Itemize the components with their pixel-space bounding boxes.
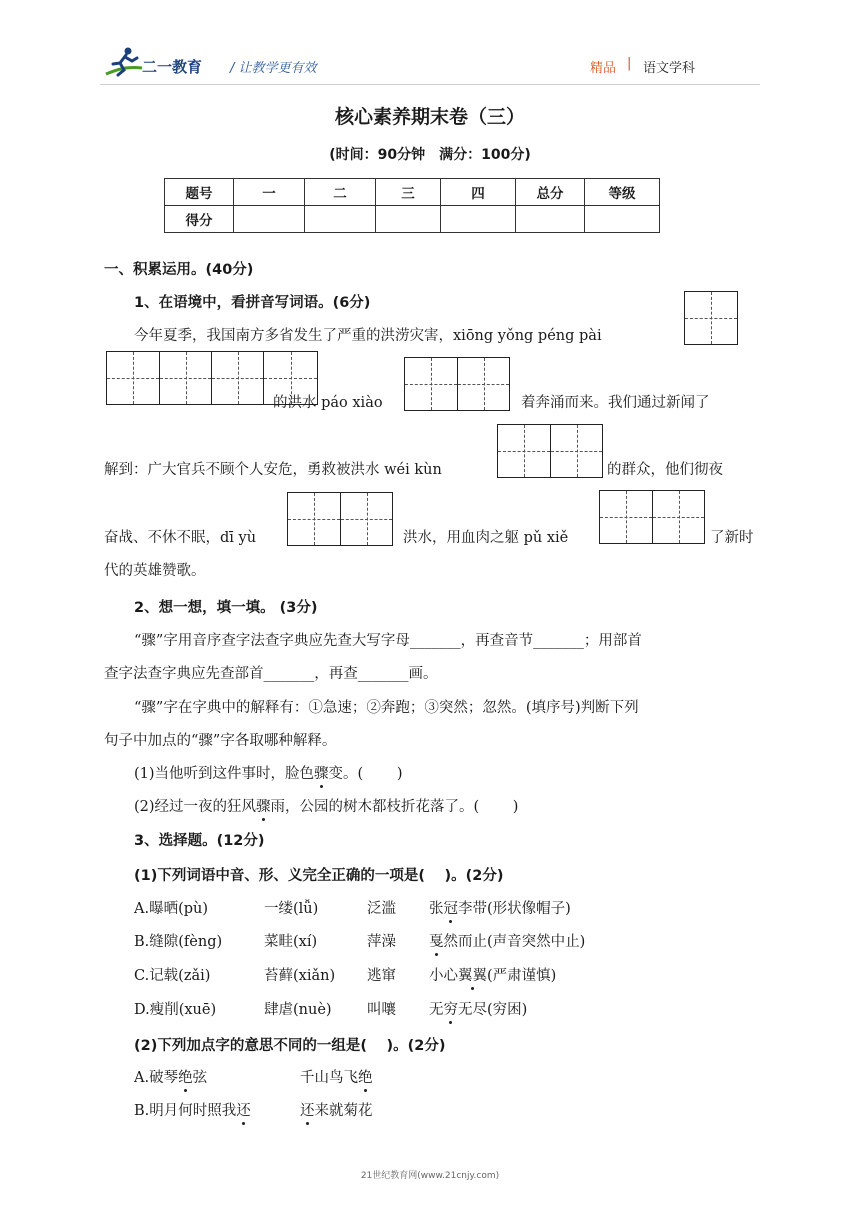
q1-line3a: 解到：广大官兵不顾个人安危，勇救被洪水 wéi kùn — [104, 462, 442, 478]
q3-optC-w3: 逃窜 — [367, 968, 396, 984]
q2-s2-text-a: (2)经过一夜的狂风 — [134, 799, 257, 815]
writing-box-puxie[interactable] — [599, 490, 705, 544]
q3-optA-w3: 泛滥 — [367, 901, 396, 917]
option-word: 曝晒(pù) — [149, 901, 209, 917]
q1-line4c: 了新时 — [710, 530, 754, 546]
score-table-score-row — [165, 206, 660, 233]
option-text: 来就菊花 — [314, 1103, 373, 1119]
option-dotted-char: 还 — [300, 1099, 315, 1120]
option-word: 无尽(穷困) — [458, 1002, 528, 1018]
q3-optD-w2: 肆虐(nuè) — [264, 1002, 332, 1018]
q3-optD-w3: 叫嚷 — [367, 1002, 396, 1018]
score-header-cell: 一 — [234, 179, 305, 206]
option-text: 千山鸟飞 — [300, 1070, 358, 1086]
writing-box-diyu[interactable] — [287, 492, 393, 546]
q2-heading: 2、想一想，填一填。 (3分) — [134, 600, 318, 616]
option-text: 弦 — [192, 1070, 208, 1086]
option-dotted-char: 绝 — [358, 1066, 373, 1087]
logo-text: 二一教育 — [142, 58, 203, 76]
option-letter: D. — [134, 1002, 150, 1018]
option-letter: B. — [134, 934, 150, 950]
score-table — [164, 178, 660, 233]
header-subject: 语文学科 — [643, 61, 696, 76]
q3-sub1: (1)下列词语中音、形、义完全正确的一项是( )。(2分) — [134, 868, 504, 884]
q3-optB-w4 — [429, 930, 585, 951]
q3-optC-w2: 苔藓(xiǎn) — [264, 968, 336, 984]
option-letter: C. — [134, 968, 150, 984]
q3-optB-w2: 菜畦(xí) — [264, 934, 318, 950]
q1-line2b: 着奔涌而来。我们通过新闻了 — [521, 395, 710, 411]
q2-s1-text-a: (1)当他听到这件事时，脸色 — [134, 766, 315, 782]
q2-line1: “骤”字用音序查字法查字典应先查大写字母_______，再查音节_______；用部首 — [134, 633, 642, 649]
writing-box-weikun[interactable] — [497, 424, 603, 478]
option-dotted-char: 穷 — [444, 998, 459, 1019]
score-row-label: 得分 — [165, 206, 234, 233]
score-input-cell[interactable] — [376, 206, 441, 233]
q2-line4: 句子中加点的“骤”字各取哪种解释。 — [104, 733, 337, 749]
page-footer: 21世纪教育网(www.21cnjy.com) — [360, 1171, 500, 1181]
header-rule — [100, 84, 760, 85]
q3-optA-w2: 一缕(lǚ) — [264, 901, 319, 917]
option-word: 李带(形状像帽子) — [458, 901, 571, 917]
q3-option-c[interactable] — [134, 964, 210, 985]
score-table-header-row — [165, 179, 660, 206]
logo-runner-icon — [104, 46, 144, 78]
option-word: 瘦削(xuē) — [149, 1002, 217, 1018]
q3-sub2-option-b-right — [300, 1099, 373, 1120]
q2-s1-dotted-char: 骤 — [314, 762, 329, 783]
score-header-cell: 题号 — [165, 179, 234, 206]
q1-line1: 今年夏季，我国南方多省发生了严重的洪涝灾害，xiōng yǒng péng pài — [134, 328, 602, 344]
header-slogan: / 让教学更有效 — [230, 61, 317, 76]
q3-sub2-option-a-right — [300, 1066, 373, 1087]
score-header-cell: 三 — [376, 179, 441, 206]
q2-s2-text-b[interactable]: 雨，公园的树木都枝折花落了。( ) — [270, 799, 519, 815]
q1-heading: 1、在语境中，看拼音写词语。(6分) — [134, 295, 371, 311]
option-text: B.明月何时照我 — [134, 1103, 237, 1119]
score-header-cell: 四 — [441, 179, 516, 206]
q2-line2: 查字法查字典应先查部首_______，再查_______画。 — [104, 666, 438, 682]
q3-option-b[interactable] — [134, 930, 222, 951]
q3-sub2: (2)下列加点字的意思不同的一组是( )。(2分) — [134, 1038, 446, 1054]
option-word: 无 — [429, 1002, 444, 1018]
score-header-cell: 总分 — [516, 179, 585, 206]
q3-option-a[interactable] — [134, 897, 208, 918]
option-word: 张 — [429, 901, 444, 917]
score-input-cell[interactable] — [585, 206, 660, 233]
writing-box-xiongyong[interactable] — [684, 291, 738, 345]
q3-optA-w4 — [429, 897, 571, 918]
q3-optD-w4 — [429, 998, 527, 1019]
score-header-cell: 二 — [305, 179, 376, 206]
section1-heading: 一、积累运用。(40分) — [104, 262, 254, 278]
score-input-cell[interactable] — [441, 206, 516, 233]
score-input-cell[interactable] — [516, 206, 585, 233]
option-dotted-char: 还 — [236, 1099, 251, 1120]
q2-s1-text-b[interactable]: 变。( ) — [328, 766, 403, 782]
q2-s2-dotted-char: 骤 — [256, 795, 271, 816]
q3-sub2-option-a[interactable] — [134, 1066, 207, 1087]
q3-sub2-option-b[interactable] — [134, 1099, 251, 1120]
q3-heading: 3、选择题。(12分) — [134, 833, 265, 849]
logo — [104, 46, 226, 80]
option-word: 然而止(声音突然中止) — [443, 934, 586, 950]
option-dotted-char: 戛 — [429, 930, 444, 951]
q3-option-d[interactable] — [134, 998, 216, 1019]
header-quality: 精品 — [590, 61, 617, 76]
q2-line3: “骤”字在字典中的解释有：①急速；②奔跑；③突然；忽然。(填序号)判断下列 — [134, 700, 639, 716]
q3-optB-w3: 萍澡 — [367, 934, 396, 950]
q1-line3b: 的群众，他们彻夜 — [607, 462, 723, 478]
option-letter: A. — [134, 901, 150, 917]
q1-line4b: 洪水，用血肉之躯 pǔ xiě — [403, 530, 569, 546]
option-word: 小心 — [429, 968, 458, 984]
q1-line2a: 的洪水 páo xiào — [273, 395, 383, 411]
score-input-cell[interactable] — [234, 206, 305, 233]
page-title: 核心素养期末卷（三） — [334, 106, 525, 128]
q3-optC-w4 — [429, 964, 556, 985]
score-input-cell[interactable] — [305, 206, 376, 233]
option-text: A.破琴 — [134, 1070, 179, 1086]
option-word: 记载(zǎi) — [149, 968, 211, 984]
page-subtitle: (时间：90分钟 满分：100分) — [329, 147, 531, 163]
q2-sentence1 — [134, 762, 402, 783]
option-dotted-char: 绝 — [178, 1066, 193, 1087]
header-divider: | — [627, 56, 632, 71]
score-header-cell: 等级 — [585, 179, 660, 206]
writing-box-paoxiao[interactable] — [404, 357, 510, 411]
option-dotted-char: 冠 — [444, 897, 459, 918]
option-word: 缝隙(fèng) — [149, 934, 223, 950]
option-dotted-char: 翼翼 — [458, 964, 487, 985]
q1-line5: 代的英雄赞歌。 — [104, 563, 206, 579]
q2-sentence2 — [134, 795, 518, 816]
q1-line4a: 奋战、不休不眠，dī yù — [104, 530, 257, 546]
option-word: (严肃谨慎) — [487, 968, 557, 984]
